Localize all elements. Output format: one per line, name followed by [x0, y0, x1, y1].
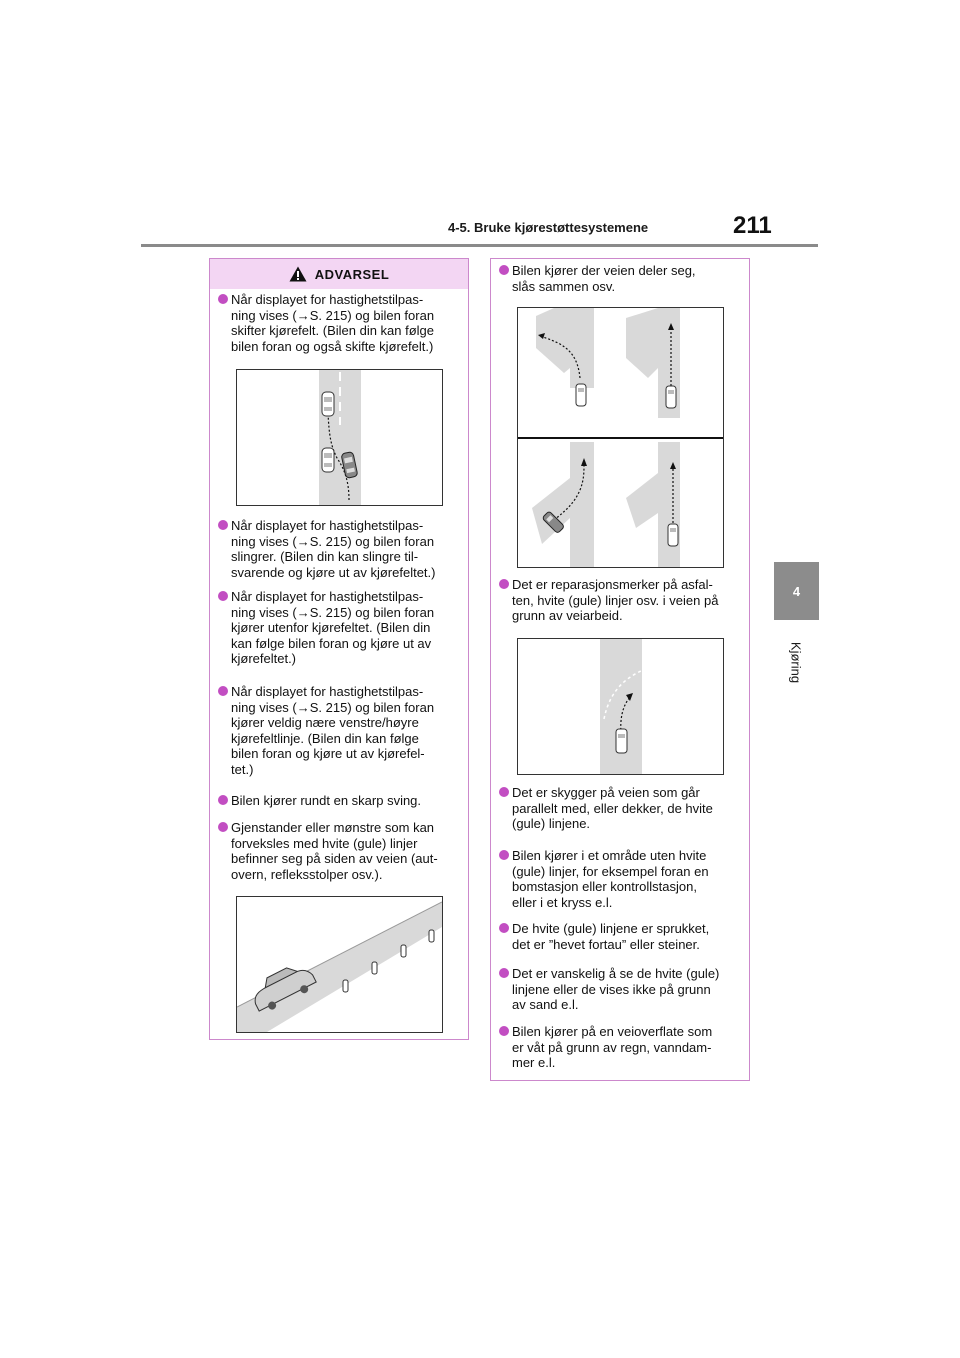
bullet-icon: [499, 1026, 509, 1036]
section-title: 4-5. Bruke kjørestøttesystemene: [448, 220, 649, 235]
bullet-icon: [499, 968, 509, 978]
list-item: [218, 820, 464, 882]
list-item-text: Gjenstander eller mønstre som kan forveksles med hvite (gule) linjer befinner seg på siden av veien (aut- overn, refleksstolper osv.).: [231, 820, 438, 882]
road-repair-figure: [517, 638, 724, 775]
list-item-text: Det er skygger på veien som går parallelt med, eller dekker, de hvite (gule) linjene.: [512, 785, 713, 831]
list-item-text: Det er reparasjonsmerker på asfal- ten, hvite (gule) linjer osv. i veien på grunn av veiarbeid.: [512, 577, 719, 623]
list-item: [499, 848, 745, 910]
list-item: [218, 518, 464, 580]
bullet-icon: [499, 787, 509, 797]
list-item: [218, 793, 464, 809]
list-item-text: Bilen kjører på en veioverflate som er våt på grunn av regn, vanndam- mer e.l.: [512, 1024, 713, 1070]
list-item-text: Bilen kjører i et område uten hvite (gule) linjer, for eksempel foran en bomstasjon eller kontrollstasjon, eller i et kryss e.l.: [512, 848, 709, 910]
chapter-number: 4: [792, 583, 801, 599]
list-item-text: Når displayet for hastighetstilpas- ning vises (→S. 215) og bilen foran slingrer. (Bilen din kan slingre til- svarende og kjøre ut av kjørefeltet.): [231, 518, 436, 580]
list-item-text: Bilen kjører der veien deler seg, slås sammen osv.: [512, 263, 696, 294]
bullet-icon: [218, 294, 228, 304]
chapter-label: Kjøring: [788, 641, 804, 684]
list-item: [218, 589, 464, 667]
warning-title: ADVARSEL: [314, 266, 390, 282]
list-item-text: Bilen kjører rundt en skarp sving.: [231, 793, 422, 808]
list-item: [218, 292, 464, 354]
list-item-text: Når displayet for hastighetstilpas- ning vises (→S. 215) og bilen foran skifter kjørefelt. (Bilen din kan følge bilen foran og også skifte kjørefelt.): [231, 292, 435, 354]
bullet-icon: [218, 591, 228, 601]
list-item-text: Det er vanskelig å se de hvite (gule) linjene eller de vises ikke på grunn av sand e.l.: [512, 966, 720, 1012]
list-item: [499, 785, 745, 832]
list-item: [499, 1024, 745, 1071]
bullet-icon: [499, 923, 509, 933]
bullet-icon: [499, 850, 509, 860]
list-item: [218, 684, 464, 777]
list-item: [499, 966, 745, 1013]
warning-header: [210, 259, 468, 289]
warning-triangle-icon: [289, 266, 307, 282]
list-item-text: Når displayet for hastighetstilpas- ning vises (→S. 215) og bilen foran kjører utenfor kjørefeltet. (Bilen din kan følge bilen foran og kjøre ut av kjørefeltet.): [231, 589, 435, 666]
bullet-icon: [218, 822, 228, 832]
bullet-icon: [218, 520, 228, 530]
list-item: [499, 921, 745, 952]
bullet-icon: [218, 795, 228, 805]
list-item: [499, 263, 745, 294]
lane-change-figure: [236, 369, 443, 506]
bullet-icon: [499, 265, 509, 275]
list-item-text: Når displayet for hastighetstilpas- ning vises (→S. 215) og bilen foran kjører veldig nære venstre/høyre kjørefeltlinje. (Bilen din kan følge bilen foran og kjøre ut av kjørefel- tet.): [231, 684, 435, 777]
warning-panel: [209, 258, 469, 1040]
bullet-icon: [499, 579, 509, 589]
chapter-tab[interactable]: [774, 562, 819, 620]
bullet-icon: [218, 686, 228, 696]
conditions-panel: [490, 258, 750, 1081]
guardrail-figure: [236, 896, 443, 1033]
list-item: [499, 577, 745, 624]
header-divider: [141, 244, 818, 247]
road-split-figure: [517, 307, 724, 568]
page-number: 211: [733, 212, 772, 239]
list-item-text: De hvite (gule) linjene er sprukket, det er ”hevet fortau” eller steiner.: [512, 921, 710, 952]
